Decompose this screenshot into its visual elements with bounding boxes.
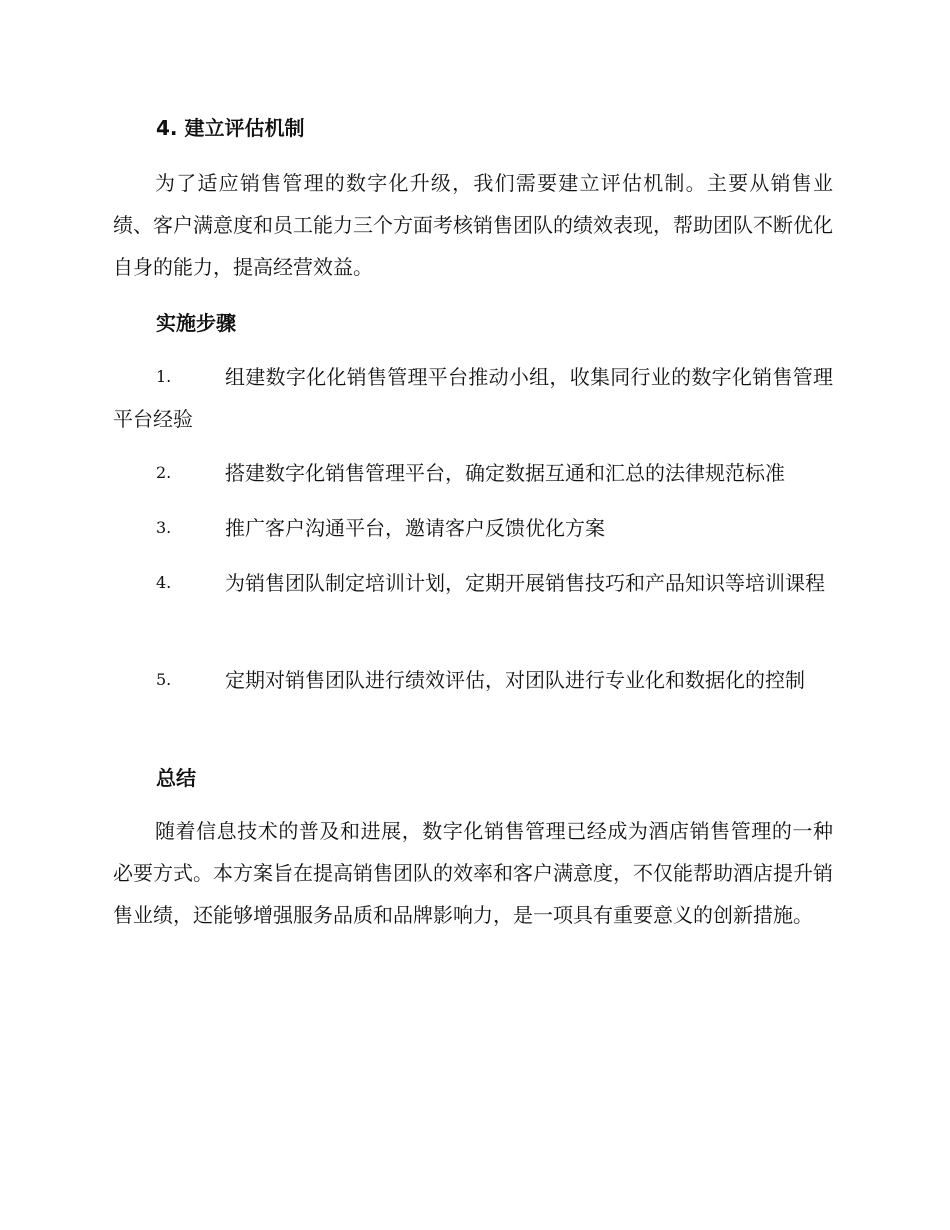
list-item xyxy=(113,659,833,701)
evaluation-paragraph: 为了适应销售管理的数字化升级，我们需要建立评估机制。主要从销售业绩、客户满意度和员工能力三个方面考核销售团队的绩效表现，帮助团队不断优化自身的能力，提高经营效益。 xyxy=(113,171,833,279)
list-item xyxy=(113,452,833,494)
list-number: 4. xyxy=(156,573,172,592)
section-heading-steps: 实施步骤 xyxy=(156,311,236,335)
list-item xyxy=(113,562,833,604)
list-text: 定期对销售团队进行绩效评估，对团队进行专业化和数据化的控制 xyxy=(225,668,805,692)
section-heading-evaluation: 4. 建立评估机制 xyxy=(156,116,305,140)
summary-paragraph: 随着信息技术的普及和进展，数字化销售管理已经成为酒店销售管理的一种必要方式。本方案旨在提高销售团队的效率和客户满意度，不仅能帮助酒店提升销售业绩，还能够增强服务品质和品牌影响力，是一项具有重要意义的创新措施。 xyxy=(113,819,833,927)
list-text: 推广客户沟通平台，邀请客户反馈优化方案 xyxy=(225,516,605,540)
list-number: 1. xyxy=(156,367,172,386)
list-text: 搭建数字化销售管理平台，确定数据互通和汇总的法律规范标准 xyxy=(225,461,785,485)
list-text: 为销售团队制定培训计划，定期开展销售技巧和产品知识等培训课程 xyxy=(225,571,825,595)
list-number: 5. xyxy=(156,670,172,689)
list-text: 组建数字化化销售管理平台推动小组，收集同行业的数字化销售管理平台经验 xyxy=(113,365,833,431)
list-item xyxy=(113,356,833,440)
list-number: 3. xyxy=(156,518,172,537)
list-item xyxy=(113,507,833,549)
list-number: 2. xyxy=(156,463,172,482)
section-heading-summary: 总结 xyxy=(156,766,196,790)
